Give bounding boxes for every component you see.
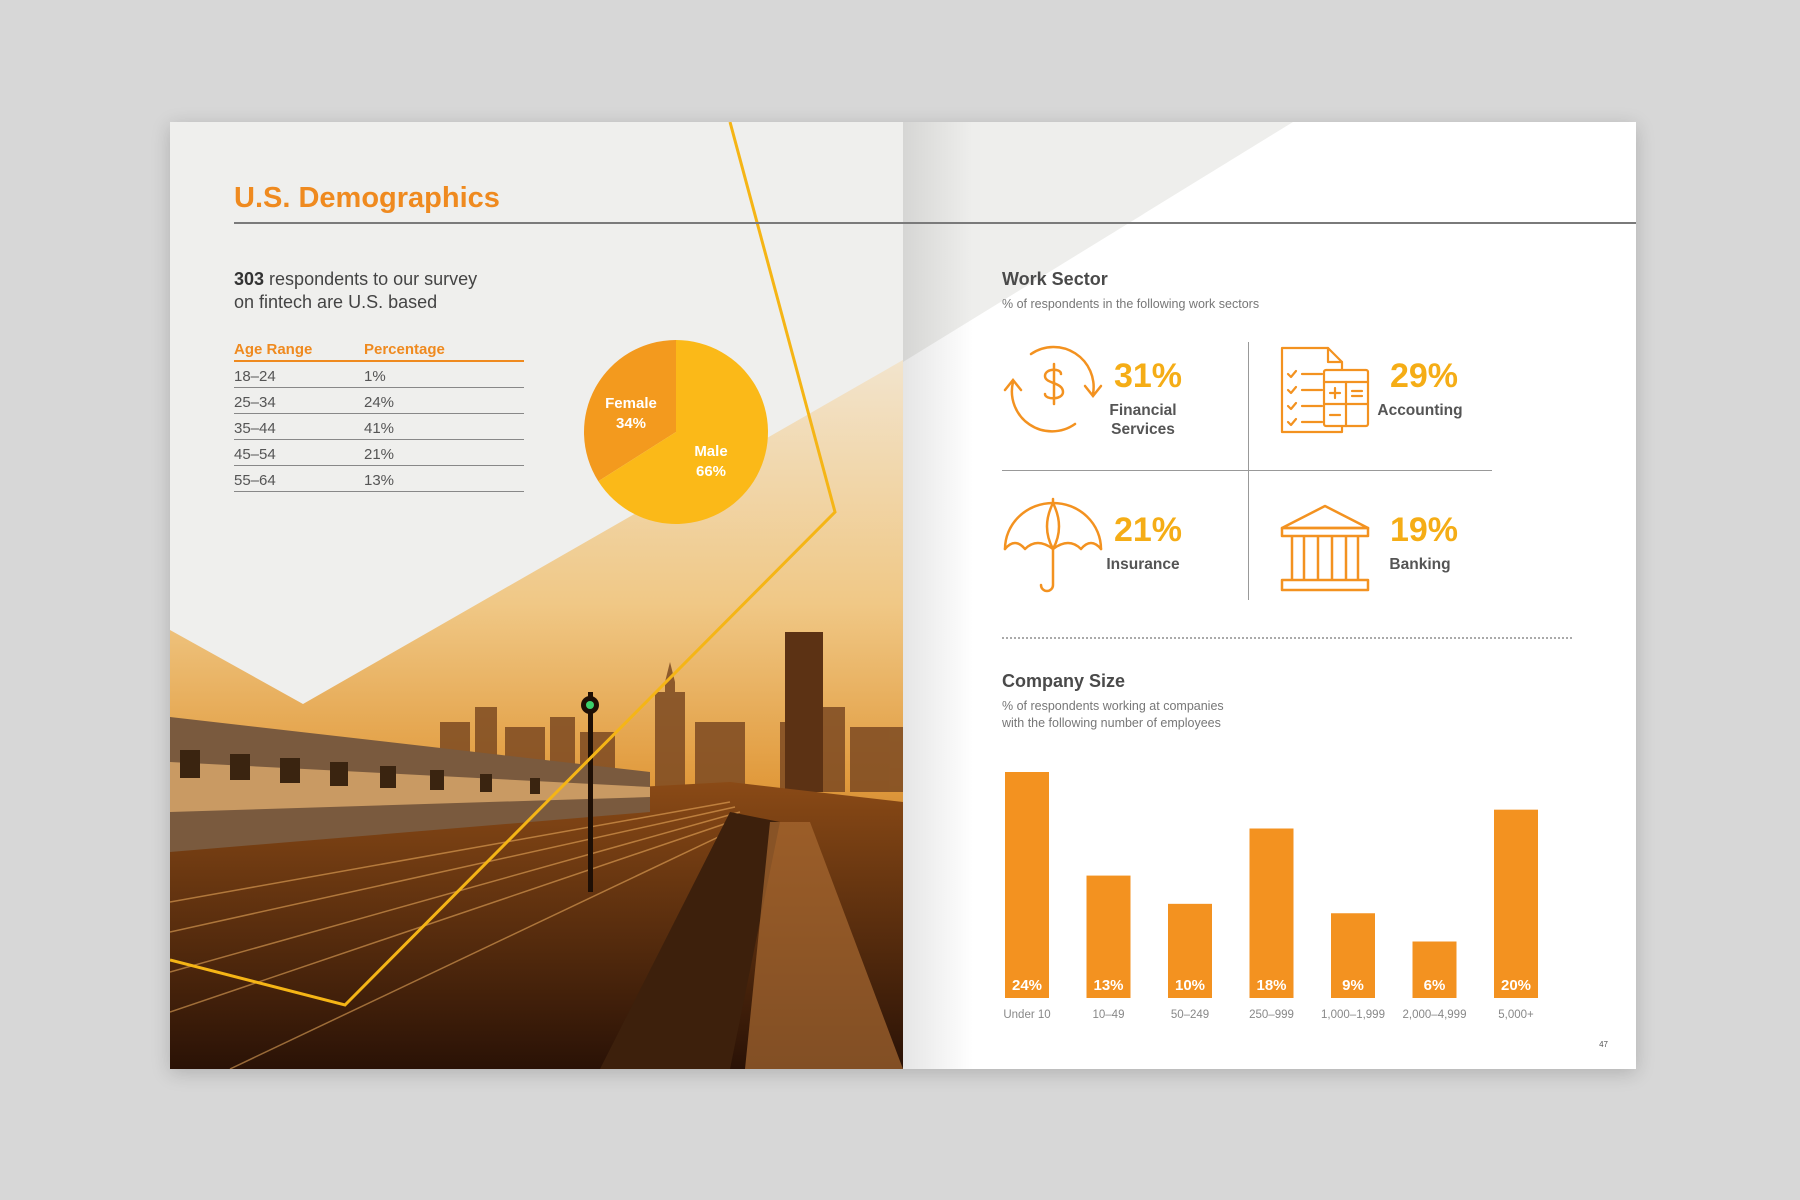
respondent-count: 303 — [234, 269, 265, 289]
section-divider — [1002, 637, 1572, 639]
age-percentage: 21% — [364, 446, 395, 463]
bar-category-label: 2,000–4,999 — [1402, 1009, 1467, 1021]
page-title: U.S. Demographics — [234, 182, 500, 214]
brochure-spread — [170, 122, 1636, 1069]
company-size-title: Company Size — [1002, 671, 1126, 691]
age-percentage: 13% — [364, 472, 395, 489]
age-percentage: 41% — [364, 420, 395, 437]
gender-pie-chart — [576, 332, 776, 532]
bar-category-label: 1,000–1,999 — [1321, 1009, 1385, 1021]
table-row — [234, 362, 524, 388]
company-size-subtitle-2: with the following number of employees — [1002, 716, 1221, 730]
age-range: 25–34 — [234, 394, 276, 411]
bar-value-label: 13% — [1093, 977, 1124, 994]
table-row — [234, 388, 524, 414]
pie-value-female: 34% — [615, 415, 647, 432]
banking-pct: 19% — [1389, 511, 1459, 549]
company-size-bar-chart — [993, 762, 1553, 1022]
bar-value-label: 9% — [1342, 977, 1364, 994]
accounting-label: Accounting — [1377, 402, 1463, 419]
bar — [1494, 810, 1538, 998]
banking-label: Banking — [1389, 556, 1451, 573]
age-table — [234, 341, 524, 492]
financial-services-label-1: Financial — [1109, 402, 1177, 419]
age-percentage: 1% — [364, 368, 386, 385]
table-row — [234, 466, 524, 492]
age-range: 18–24 — [234, 368, 276, 385]
age-range: 35–44 — [234, 420, 276, 437]
bar-category-label: 5,000+ — [1498, 1009, 1534, 1021]
city-photo — [170, 122, 903, 1069]
insurance-label: Insurance — [1106, 556, 1180, 573]
quadrant-divider-v — [1248, 342, 1249, 600]
table-row — [234, 440, 524, 466]
insurance-pct: 21% — [1113, 511, 1183, 549]
ledger-calculator-icon — [1278, 344, 1372, 438]
pie-label-male: Male — [694, 443, 728, 460]
bar — [1250, 829, 1294, 999]
header-age-range: Age Range — [234, 341, 313, 358]
intro-text — [234, 268, 534, 314]
gutter-shadow — [903, 122, 973, 1069]
bar-category-label: Under 10 — [1003, 1009, 1051, 1021]
age-percentage: 24% — [364, 394, 395, 411]
bar-category-label: 10–49 — [1092, 1009, 1125, 1021]
bar-value-label: 24% — [1011, 977, 1043, 994]
age-table-header — [234, 341, 524, 362]
bar-value-label: 6% — [1423, 977, 1446, 994]
intro-line1: respondents to our survey — [264, 269, 478, 289]
bar-value-label: 18% — [1256, 977, 1287, 994]
title-rule-right — [903, 222, 1636, 224]
table-row — [234, 414, 524, 440]
pie-label-female: Female — [605, 395, 657, 412]
left-page — [170, 122, 903, 1069]
page-number: 47 — [1599, 1040, 1608, 1049]
financial-services-pct: 31% — [1113, 357, 1183, 395]
pie-value-male: 66% — [695, 463, 727, 480]
intro-line2: on fintech are U.S. based — [234, 292, 438, 312]
bar-category-label: 50–249 — [1170, 1009, 1210, 1021]
quadrant-divider-h — [1002, 470, 1492, 471]
title-rule — [234, 222, 903, 224]
bar-value-label: 20% — [1500, 977, 1532, 994]
company-size-subtitle-1: % of respondents working at companies — [1002, 699, 1224, 713]
age-range: 45–54 — [234, 446, 276, 463]
bar-value-label: 10% — [1174, 977, 1206, 994]
right-page — [903, 122, 1636, 1069]
age-range: 55–64 — [234, 472, 276, 489]
work-sector-title: Work Sector — [1002, 269, 1108, 289]
header-percentage: Percentage — [364, 341, 445, 358]
bar — [1005, 772, 1049, 998]
accounting-pct: 29% — [1389, 357, 1459, 395]
work-sector-subtitle: % of respondents in the following work sectors — [1002, 297, 1260, 311]
financial-services-label — [1083, 401, 1203, 439]
bank-building-icon — [1278, 502, 1372, 596]
company-size-subtitle — [1002, 698, 1224, 732]
financial-services-label-2: Services — [1111, 421, 1175, 438]
bar-category-label: 250–999 — [1249, 1009, 1294, 1021]
